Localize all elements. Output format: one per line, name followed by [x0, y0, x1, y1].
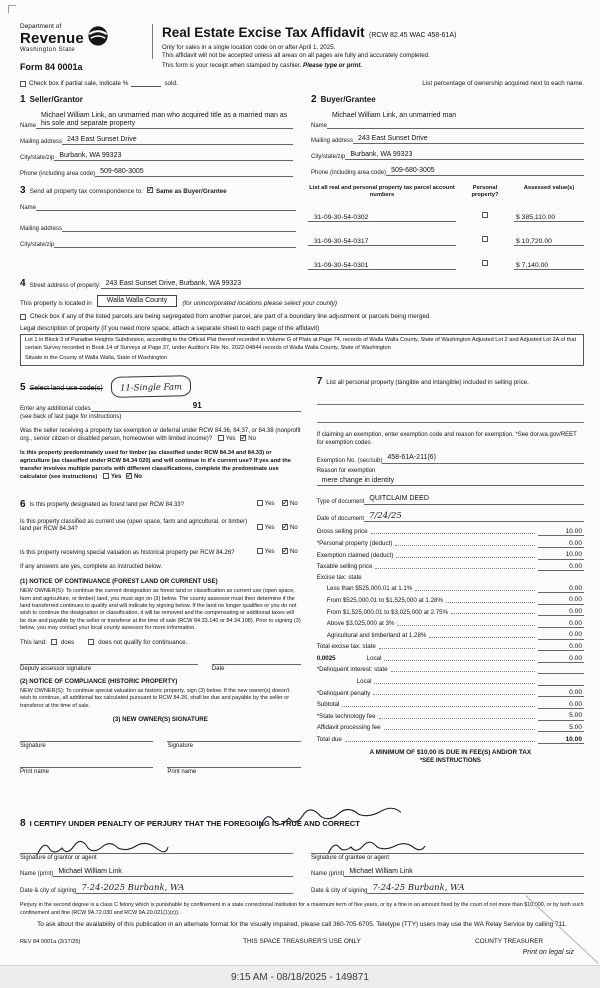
notice-compliance-title: (2) NOTICE OF COMPLIANCE (HISTORIC PROPERTY) [20, 677, 178, 685]
new-owner-printname-line-1 [20, 758, 153, 768]
s5-q1-no-checkbox[interactable] [240, 435, 246, 441]
seller-address-label: Mailing address [20, 139, 63, 146]
deputy-assessor-signature-line [20, 655, 198, 665]
assessed-value-header: Assessed value(s) [523, 184, 575, 191]
fee-label: Local [366, 655, 382, 663]
additional-codes-value: 91 [91, 401, 301, 412]
new-owner-signature-row [20, 732, 301, 749]
fee-row [317, 666, 584, 674]
notice-continuance-text: NEW OWNER(S): To continue the current designation as forest land or classification as current use (open space, farm and agriculture, or timber) land, you must sign on (3) below. The county assessor must then determine if the land transferred continues to qualify and will indicate by signing below. If the land no longer qualifies or you do not wish to continue the designation or classification, it will be removed and the compensating or additional taxes will be due and payable by the seller or transferor at the time of sale (RCW 84.33.140 or 84.34.108). Prior to signing (3) below, you may contact your local county assessor for more information. [20, 588, 301, 632]
segregated-row [20, 313, 584, 321]
land-qualify-row [20, 639, 301, 646]
buyer-name-label: Name [311, 122, 328, 129]
new-owners-signature-title: (3) NEW OWNER(S) SIGNATURE [112, 715, 208, 723]
land-use-code-annotation [111, 375, 191, 398]
form-title-rcw: (RCW 82.45 WAC 458-61A) [369, 32, 457, 39]
fee-label: *Delinquent interest: state [316, 666, 388, 674]
yes-label: Yes [264, 549, 275, 556]
agency-revenue: Revenue [20, 29, 84, 47]
grantee-signature-label: Signature of grantee or agent [311, 855, 390, 862]
new-owner-printname-row [20, 758, 301, 775]
fee-row [317, 620, 584, 628]
seller-phone-field [20, 168, 293, 177]
correspondence-address-value [62, 223, 296, 232]
grantee-certification [311, 833, 584, 894]
additional-codes-field [20, 401, 301, 412]
seller-phone-label: Phone (including area code) [20, 170, 96, 177]
buyer-city-field [311, 151, 584, 160]
no-label: No [290, 501, 298, 508]
exemption-number-label: Exemption No. (sec/sub) [316, 457, 383, 464]
grantor-name-value: Michael William Link [53, 868, 293, 877]
fee-row [317, 563, 584, 571]
fee-row [317, 575, 584, 582]
buyer-name-field [311, 112, 584, 129]
segregated-label: Check box if any of the listed parcels are being segregated from another parcel, are part of a boundary line adjustment or parcels being merged. [30, 313, 432, 321]
fee-label: Gross selling price [316, 528, 368, 536]
buyer-address-value: 243 East Sunset Drive [353, 135, 584, 144]
deputy-date-line [212, 655, 301, 665]
segregated-checkbox[interactable] [20, 314, 26, 320]
print-on-legal-note: Print on legal siz [522, 949, 574, 956]
seller-section [20, 87, 293, 177]
local-rate: 0.0025 [316, 655, 336, 663]
agency-washington-state: Washington State [20, 46, 76, 53]
s5-q2-no-checkbox[interactable] [126, 473, 132, 479]
fee-amount: 0.00 [538, 655, 584, 663]
assessed-value: $ 385,110.00 [514, 214, 584, 222]
grantee-name-value: Michael William Link [344, 868, 584, 877]
current-use-question-text: Is this property classified as current use (open space, farm and agricultural, or timber) land per RCW 84.34? [20, 518, 248, 533]
notice-compliance-text: NEW OWNER(S): To continue special valuation as historic property, sign (3) below. If the new owner(s) doesn't wish to continue, all additional tax calculated pursuant to RCW 84.26, shall be due and payable by the seller or transferor at the time of sale. [20, 687, 290, 709]
new-owner-signature-line-2 [167, 732, 300, 742]
land-use-section-head [20, 376, 301, 397]
legal-description-label-row [20, 325, 584, 332]
seller-name-label: Name [20, 123, 37, 130]
if-yes-note: If any answers are yes, complete as instructed below. [20, 564, 163, 571]
exemption-number-field [317, 454, 584, 463]
same-as-buyer-checkbox[interactable] [147, 187, 153, 193]
correspondence-city-field [20, 239, 296, 248]
fee-amount [538, 678, 584, 686]
deputy-assessor-label: Deputy assessor signature [20, 665, 92, 672]
section-7-number: 7 [316, 376, 323, 388]
revenue-logo-icon [87, 25, 109, 47]
personal-property-blank-line [317, 393, 584, 405]
street-address-label: Street address of property: [29, 283, 101, 290]
date-of-document-label: Date of document [316, 516, 365, 523]
fee-row [317, 678, 584, 686]
forest-land-question [20, 492, 301, 510]
fee-amount: 0.00 [538, 701, 584, 709]
partial-sale-label: Check box if partial sale, indicate % [29, 80, 129, 87]
seller-name-value: Michael William Link, an unmarried man who acquired title as a married man as his sole and separate property [36, 112, 293, 130]
seller-buyer-columns [20, 87, 584, 177]
does-not-label: does not qualify for continuance. [98, 638, 188, 646]
assessed-value: $ 10,720.00 [514, 238, 584, 246]
fee-amount: 0.00 [538, 585, 584, 593]
receipt-note-text: This form is your receipt when stamped by cashier. [162, 62, 302, 69]
fee-amount: 0.00 [538, 608, 584, 616]
certification-heading-row [20, 818, 584, 829]
form-header [20, 24, 584, 59]
status-bar [0, 965, 600, 988]
fee-amount: 5.00 [538, 724, 584, 732]
section-1-number: 1 [20, 94, 26, 105]
fee-label: *Personal property (deduct) [316, 540, 393, 548]
ownership-percentage-note: List percentage of ownership acquired next to each name. [422, 80, 584, 87]
reason-for-exemption-field [317, 477, 584, 486]
deputy-date-label: Date [211, 665, 225, 672]
correspondence-section [20, 185, 584, 270]
no-label: No [248, 436, 256, 443]
select-land-use-label: Select land use code(s) [29, 385, 103, 393]
does-not-checkbox[interactable] [88, 639, 94, 645]
s5-q2-yes-checkbox[interactable] [103, 473, 109, 479]
fee-label: From $1,525,000.01 to $3,025,000 at 2.75% [326, 608, 449, 616]
type-of-document-value: QUITCLAIM DEED [364, 495, 584, 504]
section-2-number: 2 [311, 94, 317, 105]
correspondence-city-value [54, 239, 296, 248]
parcel-row [308, 204, 584, 222]
fee-label: Above $3,025,000 at 3% [326, 620, 395, 628]
reason-for-exemption-label: Reason for exemption [316, 467, 376, 474]
buyer-address-field [311, 135, 584, 144]
section-3-number: 3 [20, 184, 26, 196]
buyer-phone-value: 509-680-3005 [386, 167, 584, 176]
fee-label: Subtotal [316, 701, 340, 709]
fee-label: Total due [316, 736, 342, 744]
fee-amount: 10.00 [538, 736, 584, 744]
street-address-field [20, 278, 584, 289]
buyer-name-value: Michael William Link, an unmarried man [327, 112, 584, 129]
s6-q2-yes-checkbox[interactable] [257, 524, 263, 530]
land-use-code-handwritten: 11-Single Fam [119, 382, 182, 394]
personal-property-header: Personal property? [471, 184, 499, 198]
seller-city-value: Burbank, WA 99323 [54, 152, 293, 161]
same-as-buyer-label: Same as Buyer/Grantee [155, 187, 227, 195]
current-use-question [20, 516, 301, 534]
lower-columns [20, 374, 584, 810]
grantee-date-field [311, 883, 584, 894]
fee-amount: 10.00 [538, 528, 584, 536]
seller-heading: Seller/Grantor [29, 95, 83, 104]
personal-property-tax-column [317, 374, 584, 810]
buyer-phone-field [311, 167, 584, 176]
exemption-number-value: 458-61A-211(6) [382, 454, 584, 463]
county-row [20, 295, 584, 307]
personal-property-checkbox[interactable] [482, 236, 488, 242]
street-address-value: 243 East Sunset Drive, Burbank, WA 99323 [101, 280, 584, 289]
assessed-value: $ 7,140.00 [514, 262, 584, 270]
form-number-row [20, 62, 584, 72]
footer-row [20, 938, 584, 945]
parcel-number-value: 31-09-30-54-0317 [308, 238, 456, 246]
signature-label: Signature [167, 742, 194, 749]
s6-q1-no-checkbox[interactable] [282, 500, 288, 506]
yes-label: Yes [110, 474, 122, 481]
forest-land-question-text: Is this property designated as forest land per RCW 84.33? [29, 502, 184, 509]
buyer-phone-label: Phone (including area code) [311, 170, 387, 177]
scan-corner-mark [8, 5, 16, 13]
yes-label: Yes [264, 501, 275, 508]
located-in-label: This property is located in [20, 300, 92, 308]
date-city-label: Date & city of signing [20, 888, 77, 895]
does-checkbox[interactable] [51, 639, 57, 645]
no-label: No [290, 525, 298, 532]
grantor-name-field [20, 868, 293, 877]
fee-amount [538, 666, 584, 674]
personal-property-checkbox[interactable] [482, 212, 488, 218]
certification-section [20, 818, 584, 894]
fee-amount: 0.00 [538, 631, 584, 639]
legal-description-label: Legal description of property (if you need more space, attach a separate sheet to each page of the affidavit) [20, 325, 320, 333]
partial-sale-row [20, 80, 584, 87]
grantor-date-city-handwritten: 7-24-2025 Burbank, WA [76, 883, 293, 894]
county-treasurer-label: COUNTY TREASURER [475, 938, 543, 946]
name-print-label: Name (print) [311, 870, 345, 877]
this-land-label: This land: [20, 638, 47, 646]
grantor-certification [20, 833, 293, 894]
property-section [20, 278, 584, 366]
personal-property-heading: List all personal property (tangible and intangible) included in selling price. [326, 379, 529, 387]
fee-amount: 0.00 [538, 620, 584, 628]
yes-label: Yes [225, 436, 236, 443]
parcel-number-value: 31-09-30-54-0301 [308, 262, 456, 270]
correspondence-address-label: Mailing address [20, 226, 63, 233]
treasurer-space-label: THIS SPACE TREASURER'S USE ONLY [243, 938, 361, 946]
s6-q1-yes-checkbox[interactable] [257, 500, 263, 506]
signature-label: Signature [20, 742, 46, 749]
section-5-number: 5 [20, 382, 26, 394]
seller-exemption-question [20, 428, 301, 445]
see-back-note: (see back of last page for instructions) [20, 413, 122, 420]
fee-amount: 0.00 [538, 596, 584, 604]
see-instructions-note: *SEE INSTRUCTIONS [419, 757, 481, 764]
fee-row-total [317, 736, 584, 744]
perjury-notice: Perjury in the second degree is a class C felony which is punishable by confinement in a state correctional institution for a maximum term of five years, or by a fine in an amount fixed by the court of not more than $10,000, or by both such confinement and fine (RCW 9A.72.030 and RCW 9A.20.021(1)(c)). [20, 902, 584, 916]
fee-label: From $525,000.01 to $1,525,000 at 1.28% [326, 596, 443, 604]
seller-phone-value: 509-680-3005 [95, 168, 293, 177]
type-of-document-label: Type of document [316, 498, 365, 505]
grantee-date-city-handwritten: 7-24-25 Burbank, WA [367, 883, 584, 894]
parcel-table [308, 185, 584, 270]
seller-city-field [20, 152, 293, 161]
agency-dept-of: Department of [20, 23, 62, 30]
certification-heading: I CERTIFY UNDER PENALTY OF PERJURY THAT THE FOREGOING IS TRUE AND CORRECT [29, 819, 360, 829]
fee-label: Affidavit processing fee [316, 724, 381, 732]
print-name-label: Print name [167, 768, 197, 775]
fee-row [317, 689, 584, 697]
header-note-1: Only for sales in a single location code on or after April 1, 2025. [162, 43, 336, 51]
buyer-section [311, 87, 584, 177]
fee-row [317, 540, 584, 548]
legal-description-situate: Situate in the County of Walla Walla, State of Washington [25, 354, 168, 361]
fee-row [317, 655, 584, 663]
additional-codes-label: Enter any additional codes [20, 405, 91, 412]
fee-label: Total excise tax: state [316, 643, 376, 651]
legal-description-box [20, 334, 584, 366]
personal-property-checkbox[interactable] [482, 260, 488, 266]
reason-for-exemption-value: mere change in identity [317, 477, 584, 486]
fee-amount: 0.00 [538, 643, 584, 651]
date-of-document-handwritten: 7/24/25 [364, 511, 584, 522]
fee-row [317, 701, 584, 709]
partial-sale-checkbox[interactable] [20, 81, 26, 87]
s6-q3-no-checkbox[interactable] [282, 548, 288, 554]
seller-address-value: 243 East Sunset Drive [62, 136, 293, 145]
seller-city-label: City/state/zip [20, 155, 55, 162]
correspondence-name-value [36, 202, 296, 211]
fee-label: Excise tax: state [316, 573, 362, 581]
fee-label: Less than $525,000.01 at 1.1% [326, 585, 413, 593]
seller-address-field [20, 136, 293, 145]
personal-property-blank-line [317, 411, 584, 423]
type-or-print-note: Please type or print. [303, 62, 363, 69]
no-label: No [133, 474, 142, 481]
fee-row [317, 585, 584, 593]
does-label: does [60, 638, 75, 646]
exemption-note: If claiming an exemption, enter exemption code and reason for exemption. *See dor.wa.gov/REET for exemption codes [316, 432, 577, 447]
print-name-label: Print name [20, 768, 50, 775]
sold-label: sold. [164, 80, 178, 87]
parcel-number-header: List all real and personal property tax parcel account numbers [309, 184, 455, 198]
date-of-document-field [317, 511, 584, 522]
title-block [152, 24, 584, 59]
type-of-document-field [317, 495, 584, 504]
new-owner-signature-line-1 [20, 732, 153, 742]
correspondence-address-field [20, 223, 296, 232]
parcel-row [308, 228, 584, 246]
parcel-number-value: 31-09-30-54-0302 [308, 214, 456, 222]
correspondence-city-label: City/state/zip [20, 241, 55, 248]
section-4-number: 4 [20, 278, 26, 290]
status-bar-text: 9:15 AM - 08/18/2025 - 149871 [231, 971, 369, 983]
no-label: No [290, 549, 298, 556]
correspondence-name-label: Name [20, 205, 37, 212]
fee-label: Local [356, 677, 372, 685]
fee-label: Taxable selling price [316, 563, 373, 571]
fee-row [317, 724, 584, 732]
buyer-city-value: Burbank, WA 99323 [345, 151, 584, 160]
reet-affidavit-form [20, 24, 584, 945]
legal-description-text: Lot 1 in Block 3 of Paradise Heights Subdivision, according to the Official Plat thereof recorded in Volume G of Plats at Page 74, records of Walla Walla County, State of Washington Adjusted Lot 2 and Adjusted Lot 2A of that certain Survey recorded in Book 14 of Surveys at Page 37, under Auditor's File No. 2022-04844 records of Walla Walla County, State of Washington [25, 337, 577, 351]
rev-form-number: REV 84 0001a (3/17/25) [20, 939, 81, 946]
fee-row [317, 643, 584, 651]
buyer-address-label: Mailing address [311, 138, 354, 145]
fee-amount: 5.00 [538, 712, 584, 720]
fee-label: Agricultural and timberland at 1.28% [326, 631, 427, 639]
form-number: Form 84 0001a [20, 62, 83, 72]
agency-block [20, 24, 152, 59]
seller-name-field [20, 112, 293, 130]
fee-label: *State technology fee [316, 712, 376, 720]
personal-property-head [317, 376, 584, 387]
historic-property-question-text: Is this property receiving special valuation as historical property per RCW 84.26? [20, 550, 235, 557]
fee-row [317, 712, 584, 720]
s6-q3-yes-checkbox[interactable] [257, 548, 263, 554]
fee-row [317, 608, 584, 616]
fee-table [317, 528, 584, 744]
notice-continuance-title: (1) NOTICE OF CONTINUANCE (FOREST LAND OR CURRENT USE) [20, 578, 218, 586]
minimum-due-note: A MINIMUM OF $10.00 IS DUE IN FEE(S) AND/OR TAX [369, 748, 532, 756]
yes-label: Yes [264, 525, 275, 532]
fee-row [317, 596, 584, 604]
fee-amount: 0.00 [538, 563, 584, 571]
county-select[interactable]: Walla Walla County [97, 295, 178, 307]
grantee-name-field [311, 868, 584, 877]
buyer-heading: Buyer/Grantee [320, 95, 376, 104]
seller-exemption-question-text: Was the seller receiving a property tax exemption or deferral under RCW 84.36, 84.37, or 84.38 (nonprofit org., senior citizen or disabled person, homeowner with limited income)? [20, 427, 301, 443]
name-print-label: Name (print) [20, 870, 54, 877]
buyer-city-label: City/state/zip [311, 154, 346, 161]
fee-label: *Delinquent penalty [316, 689, 371, 697]
header-note-2: This affidavit will not be accepted unless all areas on all pages are fully and accurately completed. [162, 52, 430, 59]
new-owner-printname-line-2 [167, 758, 300, 768]
fee-amount: 0.00 [538, 540, 584, 548]
section-8-number: 8 [20, 818, 26, 830]
section-6-number: 6 [20, 499, 26, 511]
receipt-note [152, 62, 362, 69]
county-note: (for unincorporated locations please select your county) [182, 300, 338, 308]
parcel-table-header [308, 185, 584, 198]
s6-q2-no-checkbox[interactable] [282, 524, 288, 530]
fee-row [317, 551, 584, 559]
parcel-row [308, 252, 584, 270]
correspondence-name-field [20, 202, 296, 211]
deputy-assessor-row [20, 655, 301, 672]
timber-agriculture-question-text: Is this property predominately used for timber (as classified under RCW 84.34 and 84.33) or agriculture (as classified under RCW 84.34 020) and will continue in it's current use? If yes and the transfer involves multiple parcels with different classifications, complete the predominate use calculator (see instructions) [20, 450, 292, 481]
fee-amount: 0.00 [538, 689, 584, 697]
fee-row [317, 631, 584, 639]
fee-label: Exemption claimed (deduct) [316, 551, 394, 559]
timber-agriculture-question [20, 450, 301, 482]
s5-q1-yes-checkbox[interactable] [218, 435, 224, 441]
date-city-label: Date & city of signing [311, 888, 368, 895]
send-correspondence-label: Send all property tax correspondence to: [29, 187, 143, 195]
grantor-signature-label: Signature of grantor or agent [20, 855, 97, 862]
land-use-classification-column [20, 374, 301, 810]
form-title: Real Estate Excise Tax Affidavit [162, 25, 365, 40]
historic-property-question [20, 540, 301, 558]
grantor-date-field [20, 883, 293, 894]
alternate-format-notice: To ask about the availability of this publication in an alternate format for the visually impaired, please call 360-705-6705. Teletype (TTY) users may use the WA Relay Service by calling 711. [37, 921, 567, 929]
fee-row [317, 528, 584, 536]
fee-amount: 10.00 [538, 551, 584, 559]
